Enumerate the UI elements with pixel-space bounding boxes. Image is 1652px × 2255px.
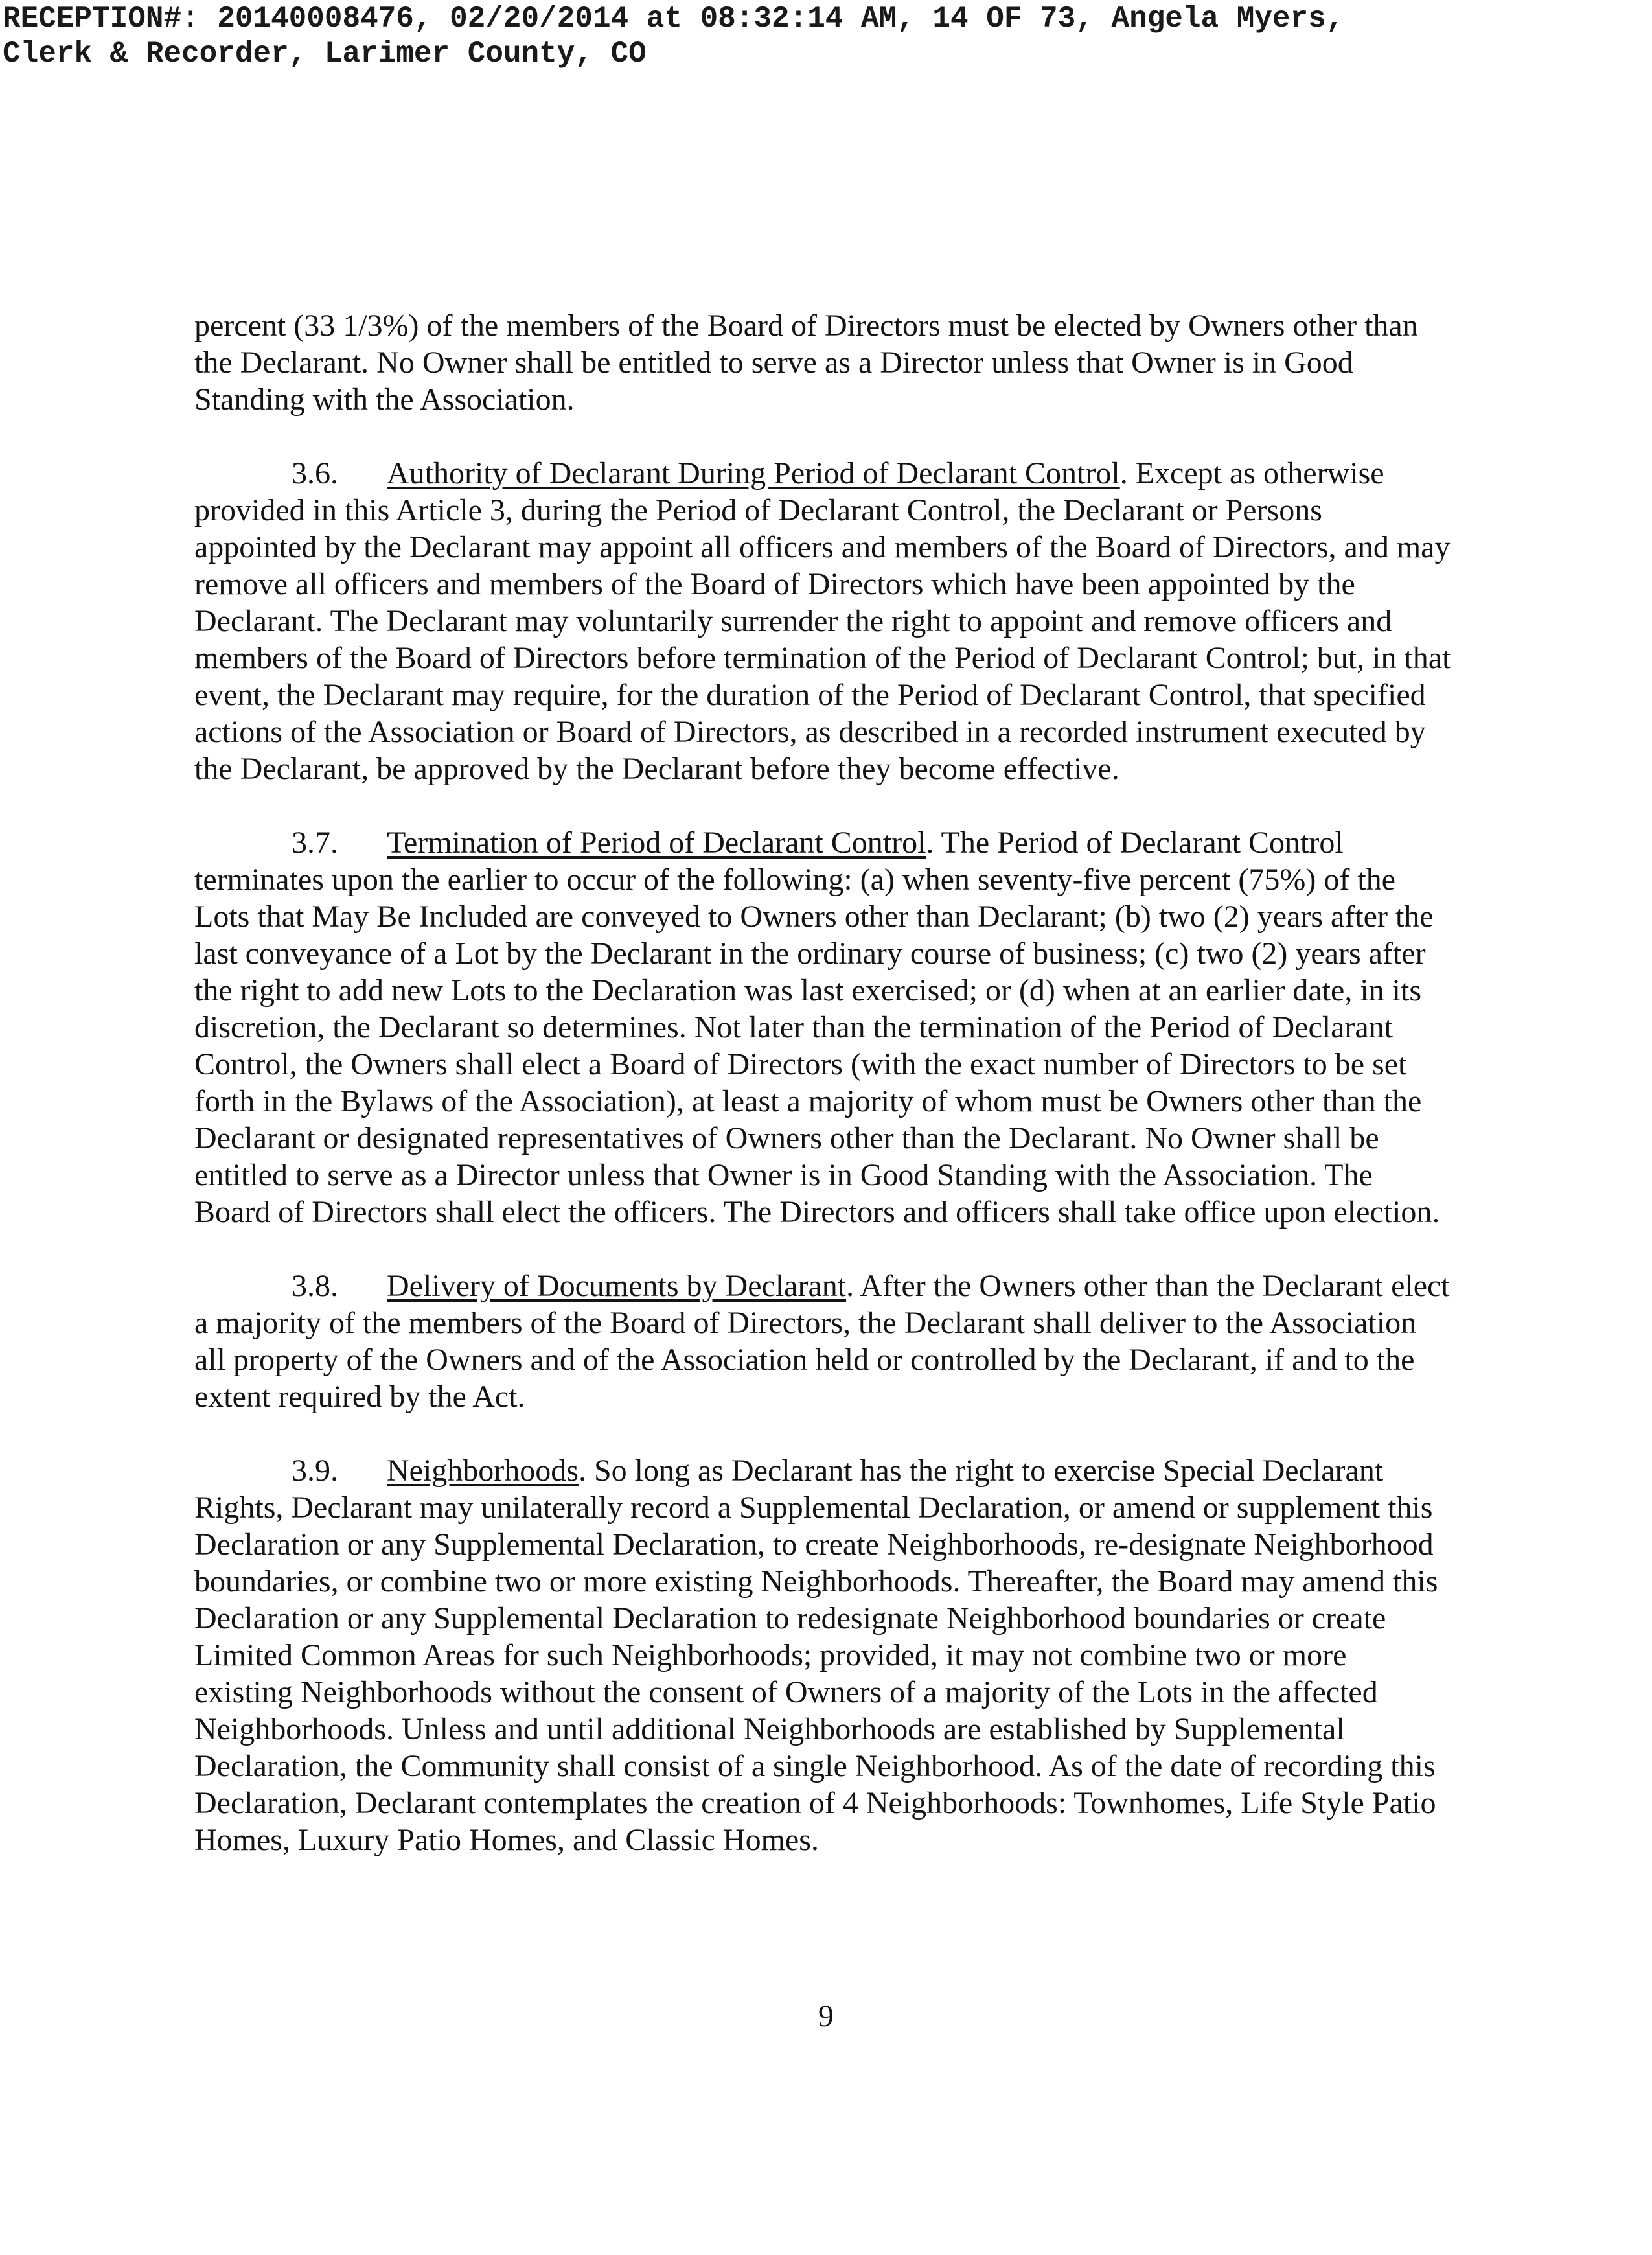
section-text: . Except as otherwise provided in this Article 3, during the Period of Declarant Control, the Declarant or Persons appointed by the Declarant may appoint all officers and members of the Board of Directors, and may remove all officers and members of the Board of Directors which have been appointed by the Declarant. The Declarant may voluntarily surrender the right to appoint and remove officers and members of the Board of Directors before termination of the Period of Declarant Control; but, in that event, the Declarant may require, for the duration of the Period of Declarant Control, that specified actions of the Association or Board of Directors, as described in a recorded instrument executed by the Declarant, be approved by the Declarant before they become effective.: [194, 456, 1451, 786]
section-3-8: [194, 1267, 1451, 1415]
section-text: . So long as Declarant has the right to exercise Special Declarant Rights, Declarant may unilaterally record a Supplemental Declaration, or amend or supplement this Declaration or any Supplemental Declaration, to create Neighborhoods, re-designate Neighborhood boundaries, or combine two or more existing Neighborhoods. Thereafter, the Board may amend this Declaration or any Supplemental Declaration to redesignate Neighborhood boundaries or create Limited Common Areas for such Neighborhoods; provided, it may not combine two or more existing Neighborhoods without the consent of Owners of a majority of the Lots in the affected Neighborhoods. Unless and until additional Neighborhoods are established by Supplemental Declaration, the Community shall consist of a single Neighborhood. As of the date of recording this Declaration, Declarant contemplates the creation of 4 Neighborhoods: Townhomes, Life Style Patio Homes, Luxury Patio Homes, and Classic Homes.: [194, 1453, 1438, 1857]
intro-paragraph: percent (33 1/3%) of the members of the Board of Directors must be elected by Owners other than the Declarant. No Owner shall be entitled to serve as a Director unless that Owner is in Good Standing with the Association.: [194, 308, 1418, 417]
section-number: 3.7.: [292, 826, 338, 860]
section-3-6: [194, 455, 1451, 787]
section-title: Authority of Declarant During Period of Declarant Control: [387, 456, 1120, 491]
recording-stamp-line-1: RECEPTION#: 20140008476, 02/20/2014 at 08:32:14 AM, 14 OF 73, Angela Myers,: [3, 2, 1344, 36]
recording-stamp-line-2: Clerk & Recorder, Larimer County, CO: [3, 37, 647, 71]
section-text: . After the Owners other than the Declarant elect a majority of the members of the Board of Directors, the Declarant shall deliver to the Association all property of the Owners and of the Association held or controlled by the Declarant, if and to the extent required by the Act.: [194, 1269, 1450, 1414]
section-title: Delivery of Documents by Declarant: [387, 1269, 847, 1303]
section-title: Neighborhoods: [387, 1453, 579, 1488]
section-number: 3.6.: [292, 456, 338, 491]
document-body: [194, 307, 1451, 1895]
page-number: 9: [818, 1999, 834, 2033]
section-number: 3.8.: [292, 1269, 338, 1303]
recording-stamp: [3, 1, 1622, 71]
section-number: 3.9.: [292, 1453, 338, 1488]
section-title: Termination of Period of Declarant Control: [387, 826, 926, 860]
section-3-7: [194, 824, 1451, 1231]
section-text: . The Period of Declarant Control terminates upon the earlier to occur of the following: (a) when seventy-five percent (75%) of the Lots that May Be Included are conveyed to Owners other than Declarant; (b) two (2) years after the last conveyance of a Lot by the Declarant in the ordinary course of business; (c) two (2) years after the right to add new Lots to the Declaration was last exercised; or (d) when at an earlier date, in its discretion, the Declarant so determines. Not later than the termination of the Period of Declarant Control, the Owners shall elect a Board of Directors (with the exact number of Directors to be set forth in the Bylaws of the Association), at least a majority of whom must be Owners other than the Declarant or designated representatives of Owners other than the Declarant. No Owner shall be entitled to serve as a Director unless that Owner is in Good Standing with the Association. The Board of Directors shall elect the officers. The Directors and officers shall take office upon election.: [194, 826, 1440, 1229]
section-3-9: [194, 1452, 1451, 1858]
